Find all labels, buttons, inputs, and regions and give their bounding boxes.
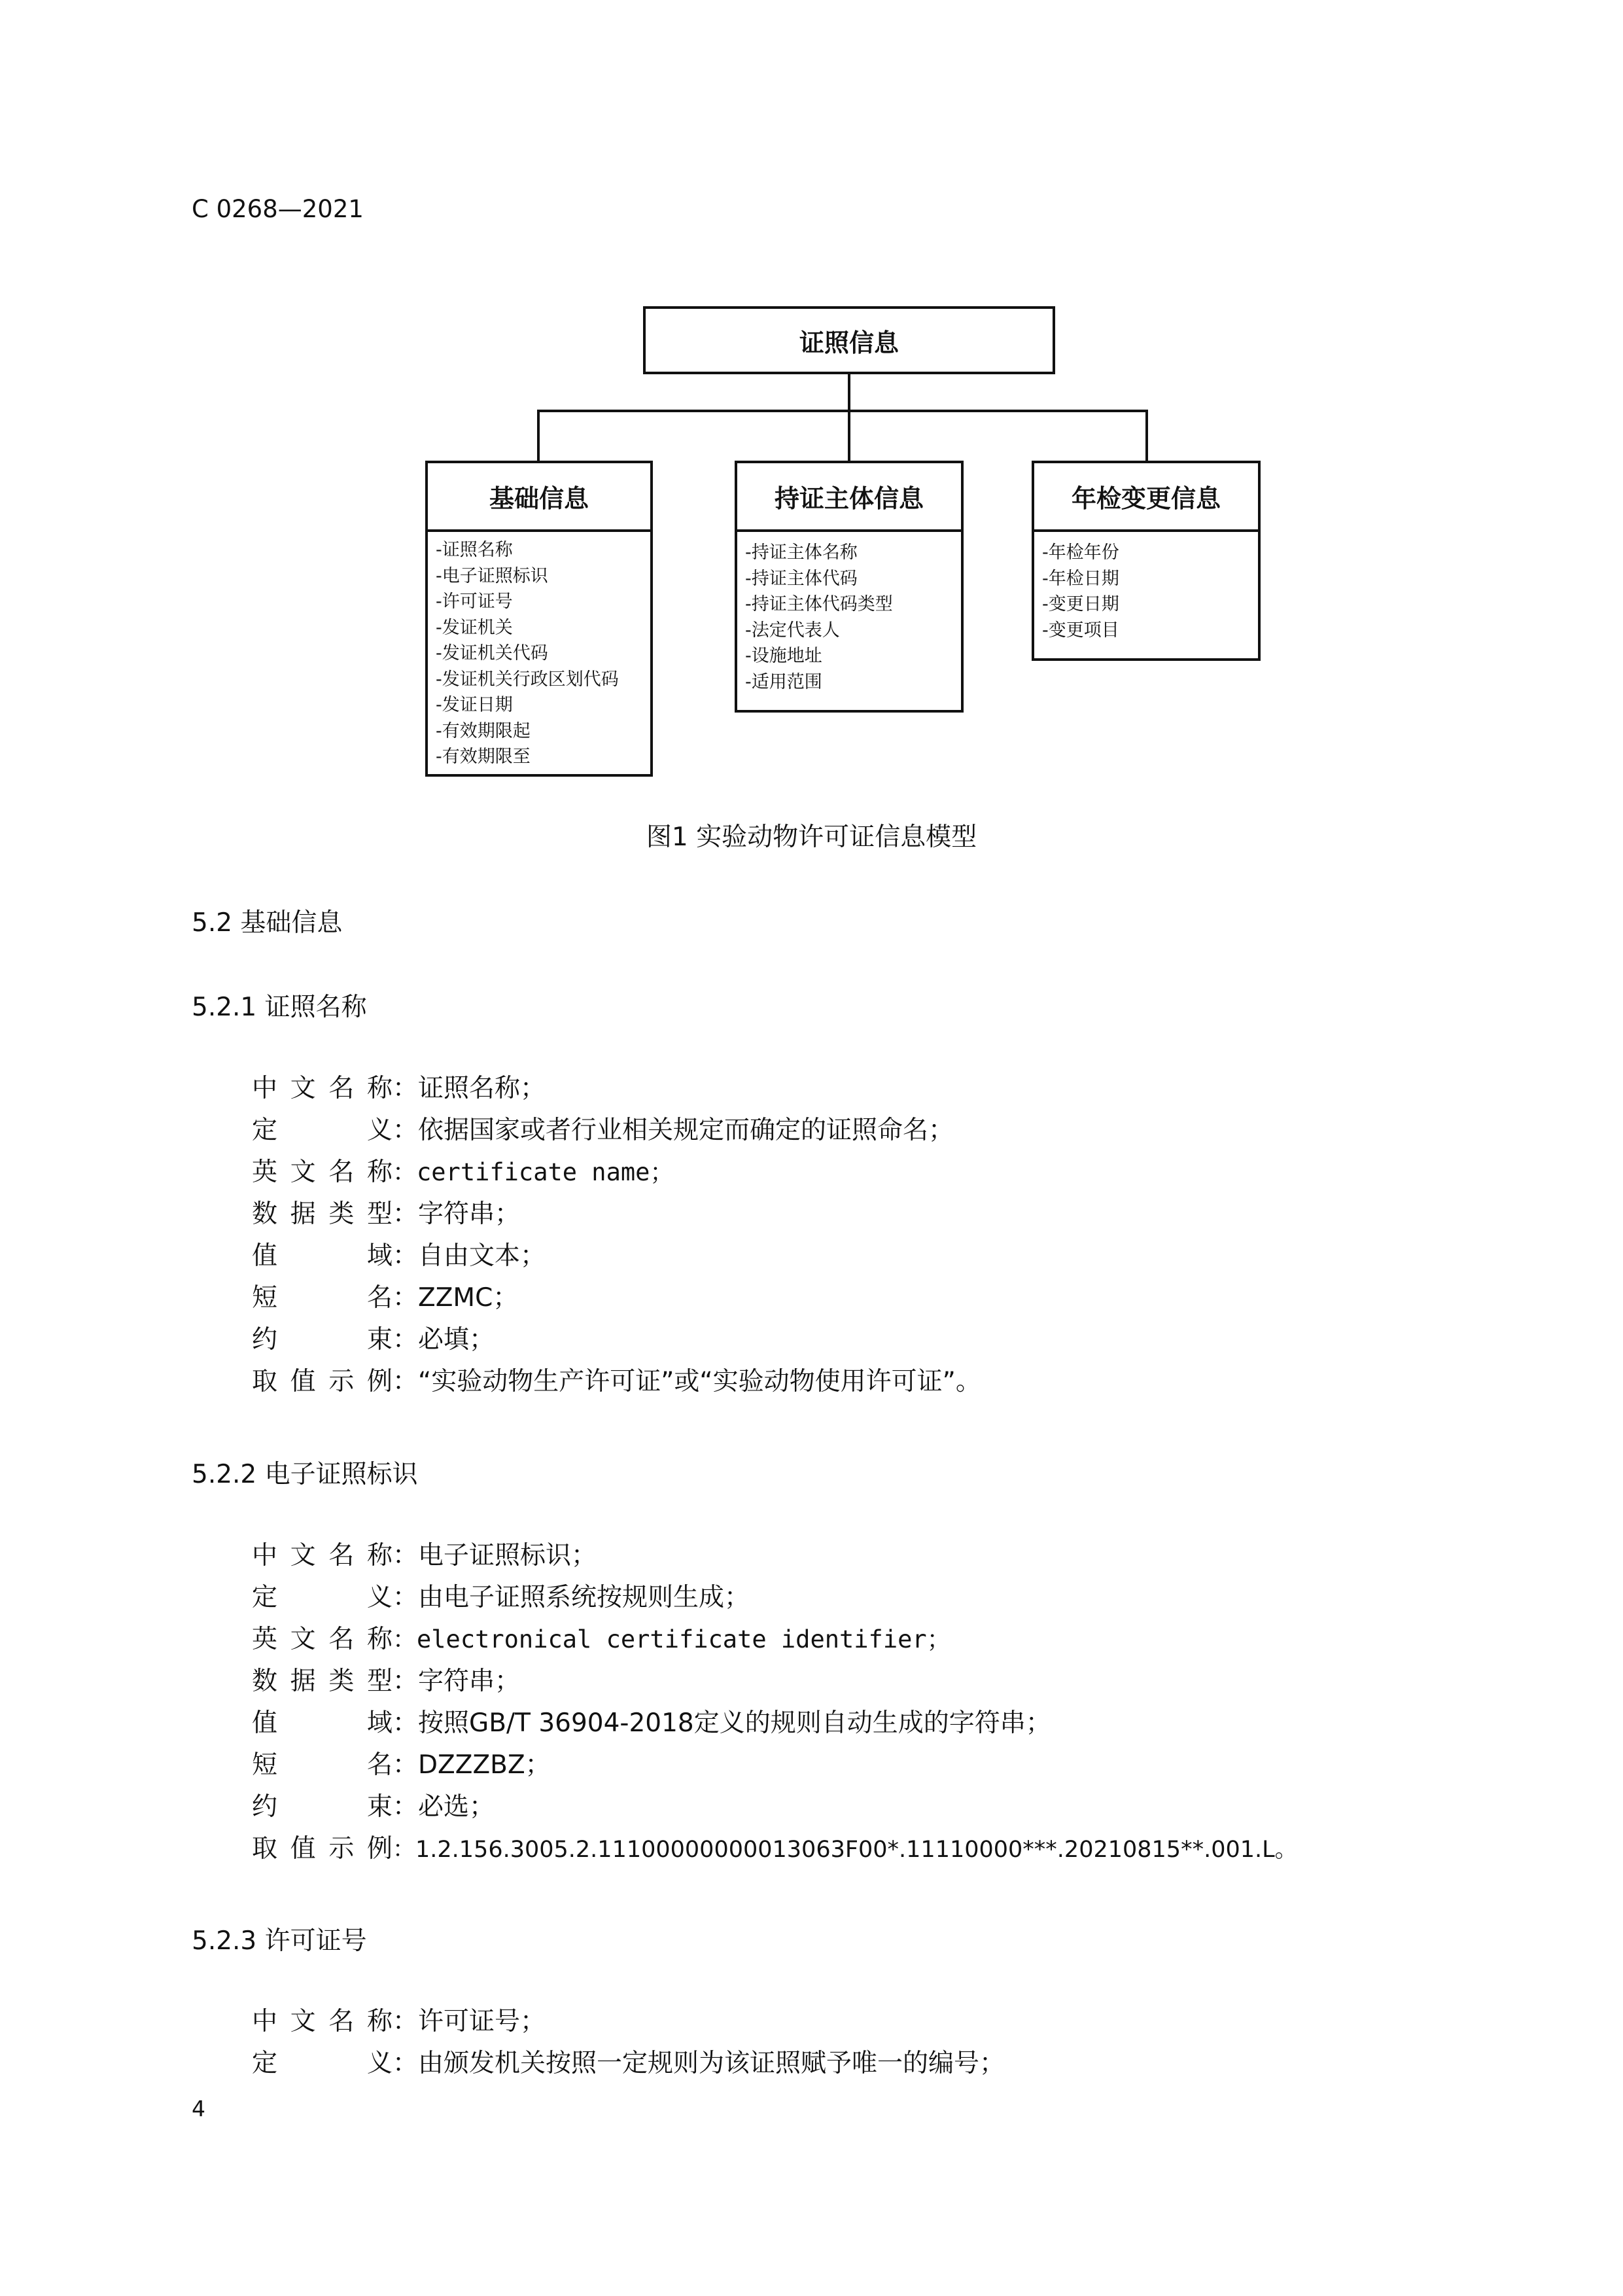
list-item: -发证日期 [436,695,513,715]
list-item: -年检年份 [1042,542,1119,563]
box-title: 基础信息 [428,463,650,532]
list-item: -变更项目 [1042,620,1119,641]
field-example: 取值示例：1.2.156.3005.2.11100000000013063F00*.11110000***.20210815**.001.L。 [252,1834,1298,1863]
field-example: 取值示例：“实验动物生产许可证”或“实验动物使用许可证”。 [252,1367,981,1396]
field-block-5-2-2 [252,1535,1298,1871]
list-item: -适用范围 [745,671,822,692]
list-item: -发证机关代码 [436,643,548,663]
field-definition: 定义：依据国家或者行业相关规定而确定的证照命名； [252,1116,954,1145]
section-heading-5-2-1: 5.2.1 证照名称 [192,993,367,1022]
section-heading-5-2-2: 5.2.2 电子证照标识 [192,1460,418,1489]
list-item: -持证主体代码类型 [745,594,893,614]
field-en-name: 英文名称：certificate name； [252,1157,674,1187]
list-item: -设施地址 [745,646,822,666]
field-short-name: 短名：DZZZBZ； [252,1750,551,1780]
field-cn-name: 中文名称：许可证号； [252,2007,546,2036]
connector-horizontal [537,410,1148,412]
field-cn-name: 中文名称：电子证照标识； [252,1541,597,1570]
list-item: -有效期限至 [436,747,531,767]
box-item-list [737,532,961,695]
field-definition: 定义：由电子证照系统按规则生成； [252,1583,750,1612]
field-domain: 值域：自由文本； [252,1241,546,1271]
field-en-name: 英文名称：electronical certificate identifier； [252,1625,951,1654]
field-block-5-2-1 [252,1068,981,1403]
diagram-box-basic [425,461,653,777]
box-title: 持证主体信息 [737,463,961,532]
field-cn-name: 中文名称：证照名称； [252,1074,546,1103]
box-item-list [428,532,650,770]
field-data-type: 数据类型：字符串； [252,1667,521,1696]
section-heading-5-2-3: 5.2.3 许可证号 [192,1926,367,1956]
connector-root-down [848,374,850,411]
list-item: -有效期限起 [436,720,531,741]
diagram-root-box [643,306,1055,374]
list-item: -发证机关 [436,617,513,638]
box-item-list [1034,532,1258,643]
field-short-name: 短名：ZZMC； [252,1283,519,1313]
list-item: -发证机关行政区划代码 [436,669,619,690]
list-item: -许可证号 [436,592,513,612]
field-definition: 定义：由颁发机关按照一定规则为该证照赋予唯一的编号； [252,2049,1005,2078]
diagram-root-label: 证照信息 [799,328,899,357]
field-block-5-2-3 [252,2001,1005,2085]
list-item: -持证主体名称 [745,542,858,563]
connector-right-down [1145,410,1148,462]
standard-code: C 0268—2021 [192,195,364,223]
list-item: -法定代表人 [745,620,840,641]
field-constraint: 约束：必填； [252,1325,495,1354]
list-item: -变更日期 [1042,594,1119,614]
section-heading-5-2: 5.2 基础信息 [192,908,343,938]
list-item: -年检日期 [1042,568,1119,589]
field-data-type: 数据类型：字符串； [252,1199,521,1229]
connector-mid-down [848,410,850,462]
list-item: -电子证照标识 [436,565,548,586]
field-constraint: 约束：必选； [252,1792,495,1822]
list-item: -持证主体代码 [745,568,858,589]
box-title: 年检变更信息 [1034,463,1258,532]
figure-caption: 图1 实验动物许可证信息模型 [646,822,977,852]
diagram-box-holder [735,461,964,713]
field-domain: 值域：按照GB/T 36904-2018定义的规则自动生成的字符串； [252,1708,1051,1738]
page-number: 4 [192,2096,205,2121]
connector-left-down [537,410,540,462]
list-item: -证照名称 [436,540,513,560]
diagram-box-annual [1032,461,1261,661]
